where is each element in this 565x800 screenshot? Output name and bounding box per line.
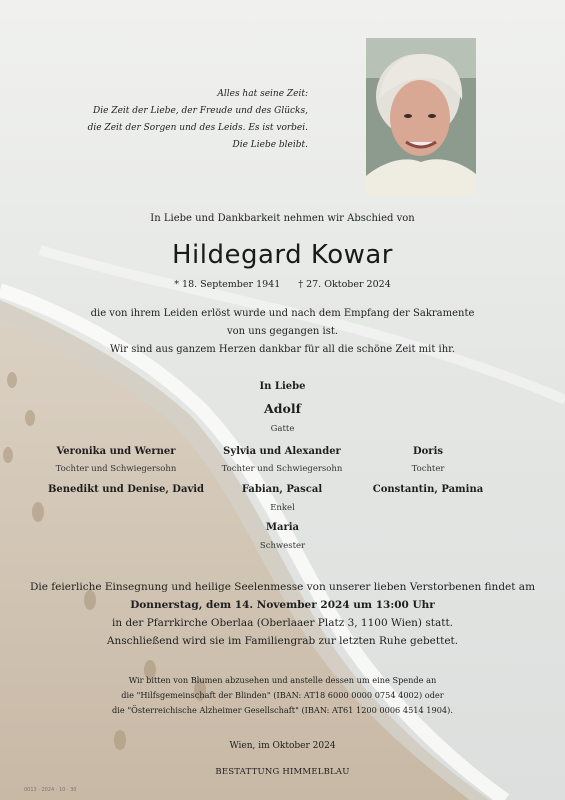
grandchildren-role: Enkel bbox=[270, 503, 295, 513]
service-info bbox=[0, 578, 565, 650]
death-date: † 27. Oktober 2024 bbox=[298, 279, 391, 290]
child-name: Sylvia und Alexander bbox=[223, 446, 341, 457]
text-line: Wir sind aus ganzem Herzen dankbar für all die schöne Zeit mit ihr. bbox=[109, 344, 456, 355]
child-name: Veronika und Werner bbox=[56, 446, 176, 457]
donation-line: die "Hilfsgemeinschaft der Blinden" (IBAN: AT18 6000 0000 0754 4002) oder bbox=[121, 690, 444, 700]
grandchild-names: Fabian, Pascal bbox=[241, 484, 323, 495]
donation-line: die "Österreichische Alzheimer Gesellschaft" (IBAN: AT61 1200 0006 4514 1904). bbox=[112, 705, 453, 715]
life-dates bbox=[0, 279, 565, 290]
poem-line: Alles hat seine Zeit: bbox=[217, 89, 308, 99]
footer-code: 0013 · 2024 · 10 · 30 bbox=[24, 787, 77, 793]
farewell-text bbox=[0, 305, 565, 359]
text-line: von uns gegangen ist. bbox=[226, 326, 339, 337]
sister-name: Maria bbox=[265, 522, 300, 533]
poem-line: Die Liebe bleibt. bbox=[232, 140, 308, 150]
child-role: Tochter und Schwiegersohn bbox=[221, 464, 343, 474]
spouse-name: Adolf bbox=[264, 401, 301, 416]
child-role: Tochter bbox=[411, 464, 445, 474]
place-date: Wien, im Oktober 2024 bbox=[229, 741, 336, 751]
undertaker-name: BESTATTUNG HIMMELBLAU bbox=[215, 767, 350, 777]
service-line: in der Pfarrkirche Oberlaa (Oberlaaer Platz 3, 1100 Wien) statt. bbox=[111, 617, 454, 629]
child-role: Tochter und Schwiegersohn bbox=[55, 464, 177, 474]
poem bbox=[40, 86, 308, 154]
child-name: Doris bbox=[412, 446, 444, 457]
donation-request bbox=[0, 673, 565, 718]
grandchild-names: Constantin, Pamina bbox=[372, 484, 484, 495]
text-line: die von ihrem Leiden erlöst wurde und nach dem Empfang der Sakramente bbox=[90, 308, 475, 319]
sister-role: Schwester bbox=[259, 541, 306, 551]
service-line: Anschließend wird sie im Familiengrab zur letzten Ruhe gebettet. bbox=[106, 635, 459, 647]
poem-line: Die Zeit der Liebe, der Freude und des Glücks, bbox=[93, 106, 308, 116]
in-love-label: In Liebe bbox=[259, 381, 306, 392]
grandchild-names: Benedikt und Denise, David bbox=[47, 484, 205, 495]
service-date: Donnerstag, dem 14. November 2024 um 13:00 Uhr bbox=[130, 599, 435, 611]
service-line: Die feierliche Einsegnung und heilige Seelenmesse von unserer lieben Verstorbenen findet am bbox=[29, 581, 536, 593]
portrait-illustration bbox=[366, 38, 476, 196]
birth-date: * 18. September 1941 bbox=[174, 279, 281, 290]
deceased-name: Hildegard Kowar bbox=[172, 240, 393, 270]
poem-line: die Zeit der Sorgen und des Leids. Es ist vorbei. bbox=[87, 123, 308, 133]
donation-line: Wir bitten von Blumen abzusehen und anstelle dessen um eine Spende an bbox=[128, 675, 437, 685]
portrait-photo bbox=[366, 38, 476, 196]
spouse-role: Gatte bbox=[270, 424, 295, 434]
intro-text: In Liebe und Dankbarkeit nehmen wir Abschied von bbox=[150, 213, 415, 224]
